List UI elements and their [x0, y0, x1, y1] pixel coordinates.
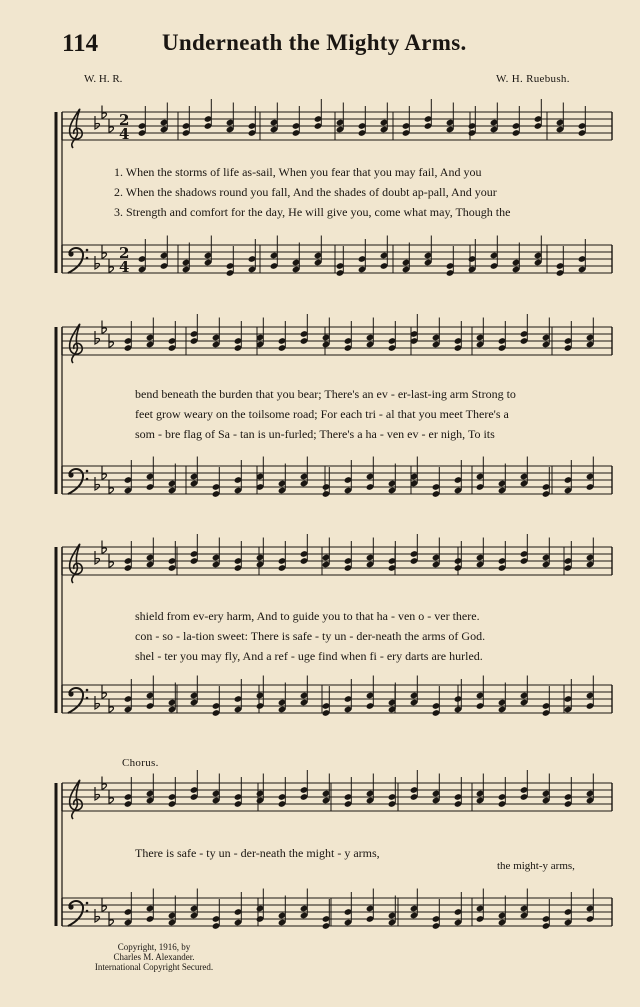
- time-signature-top: 2: [119, 244, 130, 262]
- hymn-title: Underneath the Mighty Arms.: [162, 30, 467, 55]
- bass-clef-dot: [86, 257, 89, 260]
- bass-clef-dot: [86, 910, 89, 913]
- copyright-notice: [84, 942, 224, 972]
- lyric-verse-3: som - bre flag of Sa - tan is un-furled; There's a ha - ven ev - er nigh, To its: [135, 427, 495, 441]
- lyric-verse-3: shel - ter you may fly, And a ref - uge find when fi - ery darts are hurled.: [135, 649, 483, 663]
- bass-clef-dot: [86, 902, 89, 905]
- bass-clef-dot: [86, 249, 89, 252]
- bass-clef-dot: [86, 689, 89, 692]
- lyric-verse-3: 3. Strength and comfort for the day, He will give you, come what may, Though the: [114, 205, 511, 219]
- flat-icon: [95, 331, 100, 344]
- time-signature-bottom: 4: [119, 125, 130, 143]
- lyric-verse-1: bend beneath the burden that you bear; There's an ev - er-last-ing arm Strong to: [135, 387, 516, 401]
- chorus-label: Chorus.: [122, 757, 159, 769]
- bass-clef-dot: [86, 470, 89, 473]
- bass-clef-icon: [68, 904, 73, 909]
- music-author: W. H. Ruebush.: [496, 73, 570, 85]
- hymn-number: 114: [62, 30, 99, 57]
- bass-clef-icon: [68, 691, 73, 696]
- treble-clef-icon: [70, 544, 83, 583]
- flat-icon: [95, 909, 100, 922]
- bass-clef-dot: [86, 478, 89, 481]
- treble-clef-icon: [70, 780, 83, 819]
- time-signature-top: 2: [119, 111, 130, 129]
- words-author: W. H. R.: [84, 73, 123, 85]
- chorus-lyric: There is safe - ty un - der-neath the might - y arms,: [135, 846, 380, 860]
- flat-icon: [95, 787, 100, 800]
- lyric-verse-1: 1. When the storms of life as-sail, When you fear that you may fail, And you: [114, 165, 482, 179]
- copyright-line: Copyright, 1916, by: [117, 942, 191, 952]
- bass-clef-icon: [68, 472, 73, 477]
- copyright-line: Charles M. Alexander.: [113, 952, 195, 962]
- lyric-verse-2: feet grow weary on the toilsome road; For each tri - al that you meet There's a: [135, 407, 509, 421]
- time-signature-bottom: 4: [119, 258, 130, 276]
- copyright-line: International Copyright Secured.: [94, 962, 214, 972]
- flat-icon: [95, 551, 100, 564]
- lyric-verse-2: con - so - la-tion sweet: There is safe - ty un - der-neath the arms of God.: [135, 629, 486, 643]
- flat-icon: [95, 696, 100, 709]
- lyric-verse-2: 2. When the shadows round you fall, And the shades of doubt ap-pall, And your: [114, 185, 497, 199]
- bass-clef-icon: [68, 251, 73, 256]
- flat-icon: [95, 256, 100, 269]
- flat-icon: [95, 477, 100, 490]
- lyric-verse-1: shield from ev-ery harm, And to guide you to that ha - ven o - ver there.: [135, 609, 480, 623]
- flat-icon: [95, 116, 100, 129]
- treble-clef-icon: [70, 324, 83, 363]
- chorus-echo-lyric: the might-y arms,: [497, 860, 575, 872]
- treble-clef-icon: [70, 109, 83, 148]
- bass-clef-dot: [86, 697, 89, 700]
